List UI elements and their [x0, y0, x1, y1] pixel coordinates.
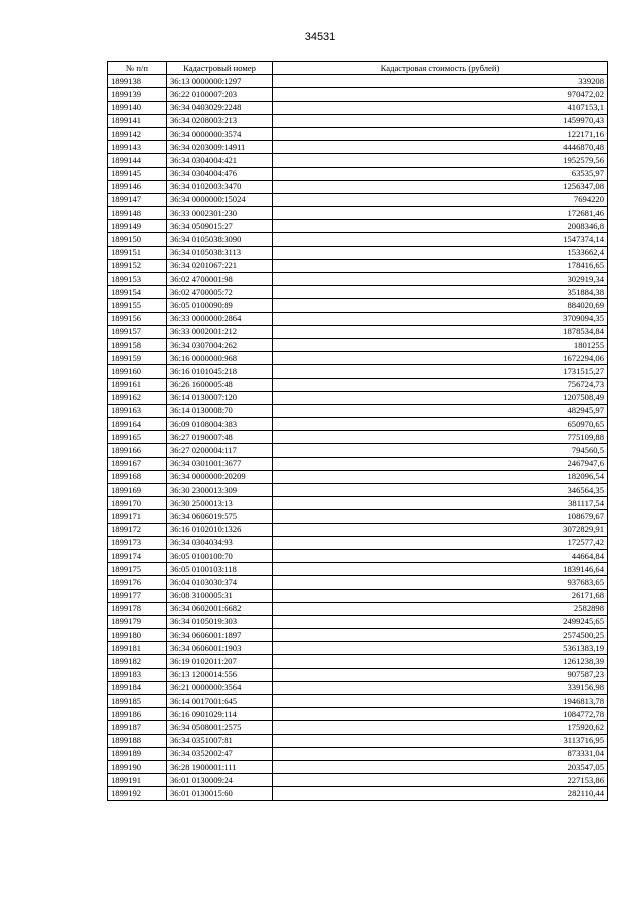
cadastral-value: 302919,34 — [273, 273, 608, 286]
cadastral-number: 36:08 3100005:31 — [167, 589, 273, 602]
table-row — [108, 338, 608, 351]
row-index: 1899169 — [108, 484, 167, 497]
cadastral-value: 175920,62 — [273, 721, 608, 734]
table-row — [108, 127, 608, 140]
cadastral-value: 346564,35 — [273, 484, 608, 497]
cadastral-value: 650970,65 — [273, 418, 608, 431]
table-row — [108, 75, 608, 88]
cadastral-number: 36:30 2500013:13 — [167, 497, 273, 510]
row-index: 1899192 — [108, 787, 167, 800]
table-row — [108, 549, 608, 562]
cadastral-number: 36:05 0100103:118 — [167, 563, 273, 576]
row-index: 1899167 — [108, 457, 167, 470]
table-row — [108, 774, 608, 787]
cadastral-number: 36:02 4700005:72 — [167, 286, 273, 299]
cadastral-value: 482945,97 — [273, 404, 608, 417]
cadastral-value: 907587,23 — [273, 668, 608, 681]
cadastral-number: 36:27 0190007:48 — [167, 431, 273, 444]
row-index: 1899163 — [108, 404, 167, 417]
cadastral-value: 1946813,78 — [273, 695, 608, 708]
row-index: 1899138 — [108, 75, 167, 88]
cadastral-number: 36:34 0509015:27 — [167, 220, 273, 233]
table-row — [108, 629, 608, 642]
row-index: 1899172 — [108, 523, 167, 536]
row-index: 1899145 — [108, 167, 167, 180]
row-index: 1899140 — [108, 101, 167, 114]
cadastral-value: 1547374,14 — [273, 233, 608, 246]
table-row — [108, 444, 608, 457]
row-index: 1899153 — [108, 273, 167, 286]
table-row — [108, 220, 608, 233]
row-index: 1899148 — [108, 207, 167, 220]
table-row — [108, 154, 608, 167]
row-index: 1899157 — [108, 325, 167, 338]
cadastral-number: 36:14 0130008:70 — [167, 404, 273, 417]
cadastral-value: 3709094,35 — [273, 312, 608, 325]
cadastral-value: 178416,65 — [273, 259, 608, 272]
row-index: 1899189 — [108, 747, 167, 760]
table-row — [108, 418, 608, 431]
table-row — [108, 615, 608, 628]
column-header-cadastral-number: Кадастровый номер — [167, 62, 273, 75]
row-index: 1899162 — [108, 391, 167, 404]
cadastral-number: 36:34 0304004:421 — [167, 154, 273, 167]
cadastral-number: 36:14 0130007:120 — [167, 391, 273, 404]
cadastral-number: 36:34 0606019:575 — [167, 510, 273, 523]
cadastral-number: 36:34 0304034:93 — [167, 536, 273, 549]
table-row — [108, 431, 608, 444]
cadastral-value: 1731515,27 — [273, 365, 608, 378]
cadastral-value: 4446870,48 — [273, 141, 608, 154]
table-row — [108, 602, 608, 615]
table-row — [108, 299, 608, 312]
cadastral-value: 1878534,84 — [273, 325, 608, 338]
table-row — [108, 681, 608, 694]
row-index: 1899191 — [108, 774, 167, 787]
row-index: 1899170 — [108, 497, 167, 510]
cadastral-value: 3113716,95 — [273, 734, 608, 747]
row-index: 1899168 — [108, 470, 167, 483]
row-index: 1899186 — [108, 708, 167, 721]
table-row — [108, 695, 608, 708]
cadastral-number: 36:14 0017001:645 — [167, 695, 273, 708]
cadastral-value: 1801255 — [273, 338, 608, 351]
table-row — [108, 114, 608, 127]
cadastral-number: 36:34 0606001:1903 — [167, 642, 273, 655]
cadastral-number: 36:09 0108004:383 — [167, 418, 273, 431]
table-row — [108, 286, 608, 299]
cadastral-value: 3072829,91 — [273, 523, 608, 536]
cadastral-number: 36:04 0103030:374 — [167, 576, 273, 589]
cadastral-value: 937683,65 — [273, 576, 608, 589]
cadastral-number: 36:19 0102011:207 — [167, 655, 273, 668]
row-index: 1899141 — [108, 114, 167, 127]
cadastral-number: 36:34 0352002:47 — [167, 747, 273, 760]
cadastral-number: 36:34 0105019:303 — [167, 615, 273, 628]
cadastral-value: 1672294,06 — [273, 352, 608, 365]
cadastral-number: 36:34 0105038:3090 — [167, 233, 273, 246]
cadastral-value: 1261238,39 — [273, 655, 608, 668]
cadastral-value: 5361383,19 — [273, 642, 608, 655]
row-index: 1899144 — [108, 154, 167, 167]
table-row — [108, 536, 608, 549]
cadastral-number: 36:34 0000000:3574 — [167, 127, 273, 140]
cadastral-value: 4107153,1 — [273, 101, 608, 114]
row-index: 1899139 — [108, 88, 167, 101]
row-index: 1899188 — [108, 734, 167, 747]
cadastral-number: 36:21 0000000:3564 — [167, 681, 273, 694]
cadastral-value: 381117,54 — [273, 497, 608, 510]
cadastral-value: 873331,04 — [273, 747, 608, 760]
cadastral-number: 36:34 0304004:476 — [167, 167, 273, 180]
page-number: 34531 — [304, 31, 336, 43]
cadastral-value: 1459970,43 — [273, 114, 608, 127]
table-row — [108, 391, 608, 404]
row-index: 1899158 — [108, 338, 167, 351]
cadastral-value: 7694220 — [273, 193, 608, 206]
cadastral-number: 36:34 0102003:3470 — [167, 180, 273, 193]
row-index: 1899152 — [108, 259, 167, 272]
table-row — [108, 668, 608, 681]
cadastral-value: 122171,16 — [273, 127, 608, 140]
row-index: 1899175 — [108, 563, 167, 576]
cadastral-number: 36:34 0602001:6682 — [167, 602, 273, 615]
cadastral-value: 1533662,4 — [273, 246, 608, 259]
cadastral-number: 36:16 0901029:114 — [167, 708, 273, 721]
cadastral-value: 2582898 — [273, 602, 608, 615]
cadastral-number: 36:13 1200014:556 — [167, 668, 273, 681]
cadastral-value: 2008346,8 — [273, 220, 608, 233]
row-index: 1899151 — [108, 246, 167, 259]
cadastral-number: 36:34 0351007:81 — [167, 734, 273, 747]
table-row — [108, 193, 608, 206]
column-header-index: № п/п — [108, 62, 167, 75]
cadastral-value: 63535,97 — [273, 167, 608, 180]
table-row — [108, 734, 608, 747]
table-row — [108, 141, 608, 154]
row-index: 1899187 — [108, 721, 167, 734]
row-index: 1899184 — [108, 681, 167, 694]
cadastral-value: 1256347,08 — [273, 180, 608, 193]
cadastral-number: 36:28 1900001:111 — [167, 760, 273, 773]
cadastral-value: 2574500,25 — [273, 629, 608, 642]
cadastral-number: 36:16 0000000:968 — [167, 352, 273, 365]
cadastral-number: 36:34 0208003:213 — [167, 114, 273, 127]
table-row — [108, 312, 608, 325]
cadastral-number: 36:34 0606001:1897 — [167, 629, 273, 642]
cadastral-number: 36:13 0000000:1297 — [167, 75, 273, 88]
table-row — [108, 642, 608, 655]
table-row — [108, 484, 608, 497]
cadastral-value: 1084772,78 — [273, 708, 608, 721]
cadastral-value: 756724,73 — [273, 378, 608, 391]
row-index: 1899183 — [108, 668, 167, 681]
cadastral-value: 339208 — [273, 75, 608, 88]
row-index: 1899166 — [108, 444, 167, 457]
row-index: 1899182 — [108, 655, 167, 668]
cadastral-number: 36:34 0403029:2248 — [167, 101, 273, 114]
cadastral-number: 36:30 2300013:309 — [167, 484, 273, 497]
table-row — [108, 352, 608, 365]
row-index: 1899178 — [108, 602, 167, 615]
cadastral-value: 2467947,6 — [273, 457, 608, 470]
table-row — [108, 747, 608, 760]
table-row — [108, 273, 608, 286]
row-index: 1899177 — [108, 589, 167, 602]
table-row — [108, 523, 608, 536]
row-index: 1899179 — [108, 615, 167, 628]
cadastral-value: 1839146,64 — [273, 563, 608, 576]
cadastral-value: 26171,68 — [273, 589, 608, 602]
row-index: 1899155 — [108, 299, 167, 312]
row-index: 1899190 — [108, 760, 167, 773]
cadastral-value: 1952579,56 — [273, 154, 608, 167]
cadastral-number: 36:34 0201067:221 — [167, 259, 273, 272]
table-body — [108, 75, 608, 800]
cadastral-number: 36:22 0100007:203 — [167, 88, 273, 101]
cadastral-number: 36:34 0508001:2575 — [167, 721, 273, 734]
table-row — [108, 787, 608, 800]
row-index: 1899173 — [108, 536, 167, 549]
cadastral-number: 36:33 0002001:212 — [167, 325, 273, 338]
cadastral-number: 36:05 0100100:70 — [167, 549, 273, 562]
table-row — [108, 207, 608, 220]
table-row — [108, 404, 608, 417]
row-index: 1899156 — [108, 312, 167, 325]
table-row — [108, 365, 608, 378]
table-row — [108, 259, 608, 272]
table-header-row — [108, 62, 608, 75]
cadastral-value: 794560,5 — [273, 444, 608, 457]
row-index: 1899164 — [108, 418, 167, 431]
table-row — [108, 760, 608, 773]
row-index: 1899143 — [108, 141, 167, 154]
cadastral-value: 182096,54 — [273, 470, 608, 483]
cadastral-number: 36:02 4700001:98 — [167, 273, 273, 286]
table-row — [108, 325, 608, 338]
cadastral-number: 36:34 0307004:262 — [167, 338, 273, 351]
cadastral-number: 36:05 0100090:89 — [167, 299, 273, 312]
cadastral-value: 884020,69 — [273, 299, 608, 312]
cadastral-number: 36:34 0301001:3677 — [167, 457, 273, 470]
cadastral-value-table — [107, 61, 608, 801]
row-index: 1899142 — [108, 127, 167, 140]
table-row — [108, 101, 608, 114]
table-row — [108, 470, 608, 483]
table-row — [108, 576, 608, 589]
row-index: 1899147 — [108, 193, 167, 206]
cadastral-number: 36:01 0130015:60 — [167, 787, 273, 800]
cadastral-value: 970472,02 — [273, 88, 608, 101]
row-index: 1899160 — [108, 365, 167, 378]
cadastral-value: 227153,86 — [273, 774, 608, 787]
cadastral-value: 172577,42 — [273, 536, 608, 549]
cadastral-number: 36:34 0105038:3113 — [167, 246, 273, 259]
table-row — [108, 589, 608, 602]
cadastral-number: 36:16 0102010:1326 — [167, 523, 273, 536]
table-row — [108, 655, 608, 668]
cadastral-value: 351884,38 — [273, 286, 608, 299]
row-index: 1899149 — [108, 220, 167, 233]
table-row — [108, 708, 608, 721]
row-index: 1899185 — [108, 695, 167, 708]
row-index: 1899154 — [108, 286, 167, 299]
table-row — [108, 721, 608, 734]
table-row — [108, 457, 608, 470]
cadastral-number: 36:16 0101045:218 — [167, 365, 273, 378]
row-index: 1899161 — [108, 378, 167, 391]
cadastral-number: 36:34 0000000:20209 — [167, 470, 273, 483]
column-header-cadastral-value: Кадастровая стоимость (рублей) — [273, 62, 608, 75]
cadastral-number: 36:27 0200004:117 — [167, 444, 273, 457]
cadastral-value: 108679,67 — [273, 510, 608, 523]
row-index: 1899171 — [108, 510, 167, 523]
table-row — [108, 88, 608, 101]
row-index: 1899159 — [108, 352, 167, 365]
row-index: 1899150 — [108, 233, 167, 246]
row-index: 1899181 — [108, 642, 167, 655]
row-index: 1899180 — [108, 629, 167, 642]
table-row — [108, 497, 608, 510]
cadastral-number: 36:33 0000000:2864 — [167, 312, 273, 325]
cadastral-number: 36:01 0130009:24 — [167, 774, 273, 787]
cadastral-number: 36:33 0002301:230 — [167, 207, 273, 220]
table-row — [108, 378, 608, 391]
table-row — [108, 167, 608, 180]
row-index: 1899165 — [108, 431, 167, 444]
row-index: 1899146 — [108, 180, 167, 193]
row-index: 1899176 — [108, 576, 167, 589]
cadastral-value: 282110,44 — [273, 787, 608, 800]
cadastral-value: 339156,98 — [273, 681, 608, 694]
cadastral-value: 775109,88 — [273, 431, 608, 444]
row-index: 1899174 — [108, 549, 167, 562]
cadastral-number: 36:34 0203009:14911 — [167, 141, 273, 154]
table-row — [108, 233, 608, 246]
cadastral-value: 1207508,49 — [273, 391, 608, 404]
cadastral-number: 36:26 1600005:48 — [167, 378, 273, 391]
cadastral-value: 44664,84 — [273, 549, 608, 562]
table-row — [108, 563, 608, 576]
table-row — [108, 180, 608, 193]
cadastral-value: 203547,05 — [273, 760, 608, 773]
cadastral-number: 36:34 0000000:15024 — [167, 193, 273, 206]
table-row — [108, 246, 608, 259]
cadastral-value: 2499245,65 — [273, 615, 608, 628]
cadastral-value: 172681,46 — [273, 207, 608, 220]
table-row — [108, 510, 608, 523]
